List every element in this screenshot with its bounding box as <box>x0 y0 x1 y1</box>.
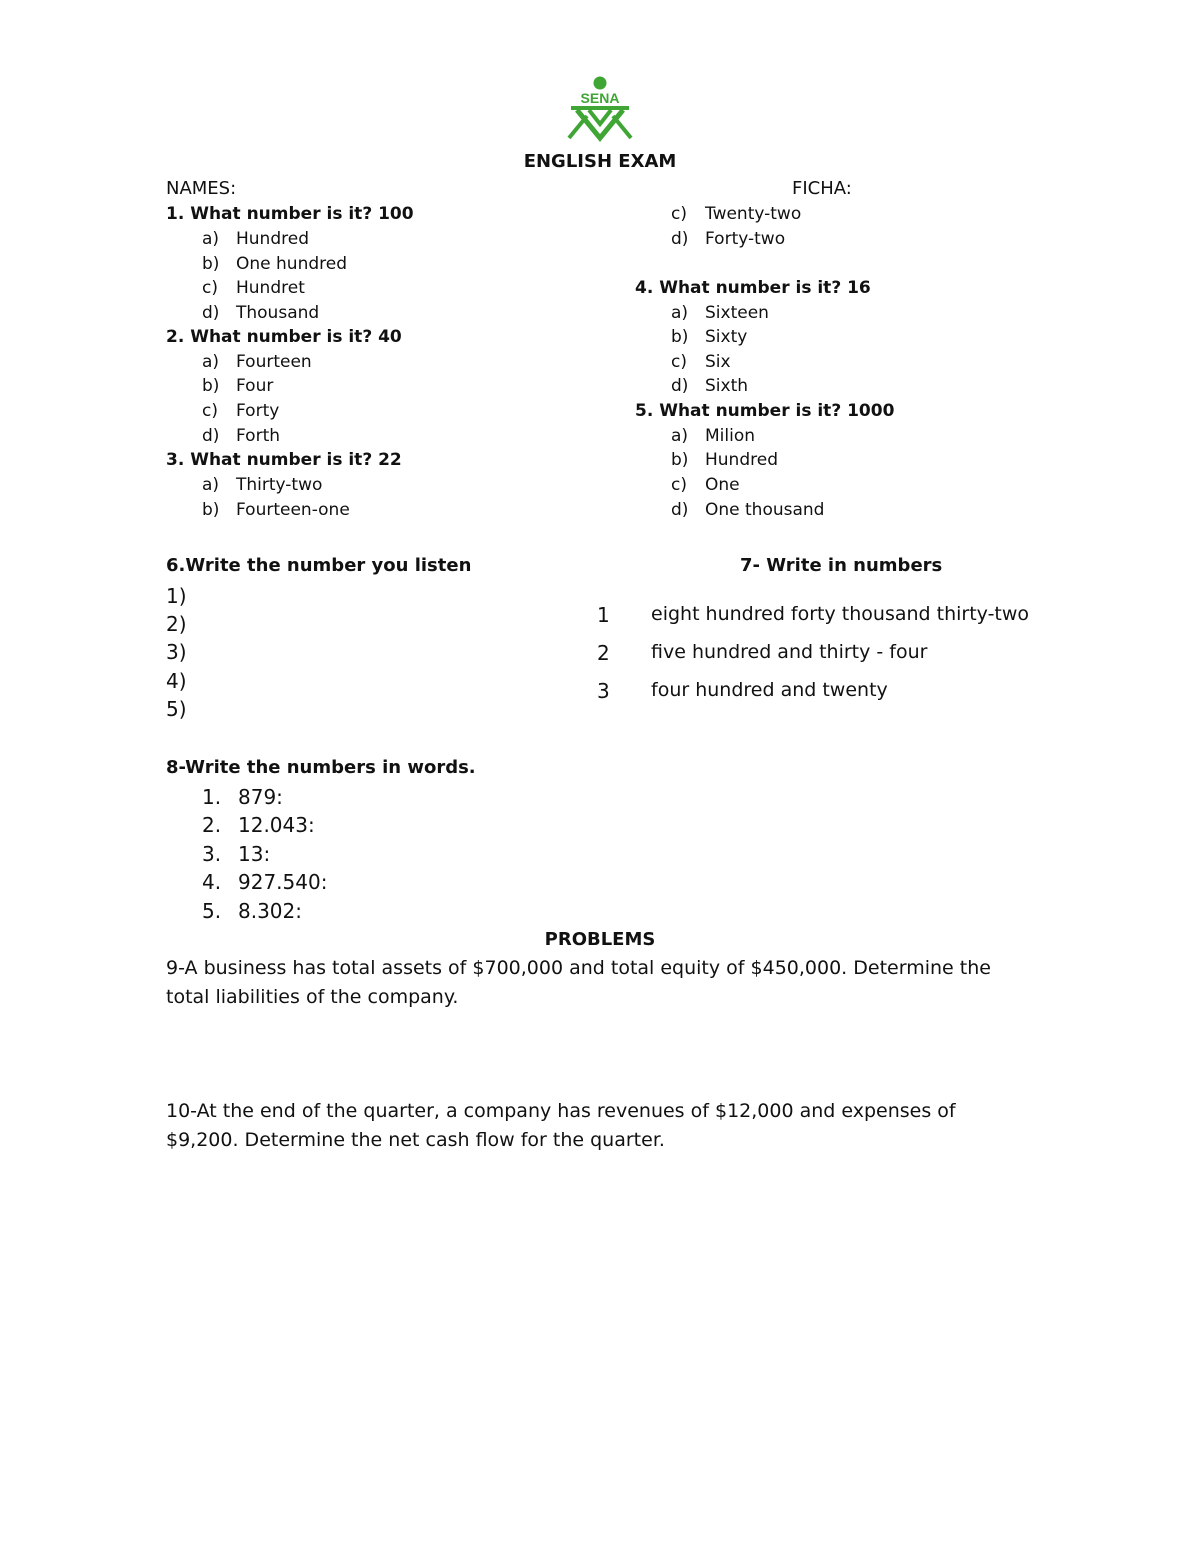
question-1-option-a: a) Hundred <box>202 229 309 249</box>
section-8-title: 8-Write the numbers in words. <box>166 757 476 778</box>
question-3-option-c: c) Twenty-two <box>671 204 802 224</box>
question-1-option-b: b) One hundred <box>202 254 347 274</box>
section-7-item-2-text: five hundred and thirty - four <box>651 641 928 663</box>
section-7-title: 7- Write in numbers <box>740 555 943 576</box>
question-2-option-d: d) Forth <box>202 426 281 446</box>
problem-10-line-2: $9,200. Determine the net cash flow for the quarter. <box>166 1129 665 1151</box>
question-5: 5. What number is it? 1000 <box>635 401 895 421</box>
sena-logo-icon <box>565 76 635 142</box>
question-1-option-c: c) Hundret <box>202 278 305 298</box>
section-6-item-2: 2) <box>166 612 187 636</box>
svg-text:SENA: SENA <box>580 90 620 106</box>
question-1: 1. What number is it? 100 <box>166 204 414 224</box>
question-3-option-a: a) Thirty-two <box>202 475 323 495</box>
problem-9-line-2: total liabilities of the company. <box>166 986 459 1008</box>
question-5-option-d: d) One thousand <box>671 500 825 520</box>
question-4-option-a: a) Sixteen <box>671 303 769 323</box>
problems-title: PROBLEMS <box>544 929 656 950</box>
sena-logo <box>565 76 635 142</box>
section-7-item-1-text: eight hundred forty thousand thirty-two <box>651 603 1030 625</box>
question-4-option-c: c) Six <box>671 352 731 372</box>
section-8-item-3: 3. 13: <box>202 842 271 866</box>
ficha-label: FICHA: <box>792 178 852 199</box>
problem-9-line-1: 9-A business has total assets of $700,000 and total equity of $450,000. Determine the <box>166 957 991 979</box>
question-3-option-d: d) Forty-two <box>671 229 786 249</box>
question-5-option-b: b) Hundred <box>671 450 778 470</box>
question-4-option-d: d) Sixth <box>671 376 749 396</box>
section-8-item-1: 1. 879: <box>202 785 283 809</box>
section-6-item-1: 1) <box>166 584 187 608</box>
section-8-item-2: 2. 12.043: <box>202 813 315 837</box>
section-6-item-5: 5) <box>166 697 187 721</box>
section-7-item-1-number: 1 <box>597 603 610 627</box>
section-7-item-3-text: four hundred and twenty <box>651 679 888 701</box>
question-2: 2. What number is it? 40 <box>166 327 402 347</box>
question-3: 3. What number is it? 22 <box>166 450 402 470</box>
section-6-item-4: 4) <box>166 669 187 693</box>
problem-10-line-1: 10-At the end of the quarter, a company has revenues of $12,000 and expenses of <box>166 1100 956 1122</box>
question-2-option-a: a) Fourteen <box>202 352 312 372</box>
question-4: 4. What number is it? 16 <box>635 278 871 298</box>
question-5-option-c: c) One <box>671 475 740 495</box>
question-3-option-b: b) Fourteen-one <box>202 500 350 520</box>
section-8-item-4: 4. 927.540: <box>202 870 328 894</box>
page-title: ENGLISH EXAM <box>523 151 677 172</box>
names-label: NAMES: <box>166 178 237 199</box>
section-6-title: 6.Write the number you listen <box>166 555 472 576</box>
question-4-option-b: b) Sixty <box>671 327 748 347</box>
question-5-option-a: a) Milion <box>671 426 756 446</box>
section-6-item-3: 3) <box>166 640 187 664</box>
question-1-option-d: d) Thousand <box>202 303 320 323</box>
question-2-option-b: b) Four <box>202 376 274 396</box>
question-2-option-c: c) Forty <box>202 401 280 421</box>
section-7-item-3-number: 3 <box>597 679 610 703</box>
section-7-item-2-number: 2 <box>597 641 610 665</box>
section-8-item-5: 5. 8.302: <box>202 899 302 923</box>
